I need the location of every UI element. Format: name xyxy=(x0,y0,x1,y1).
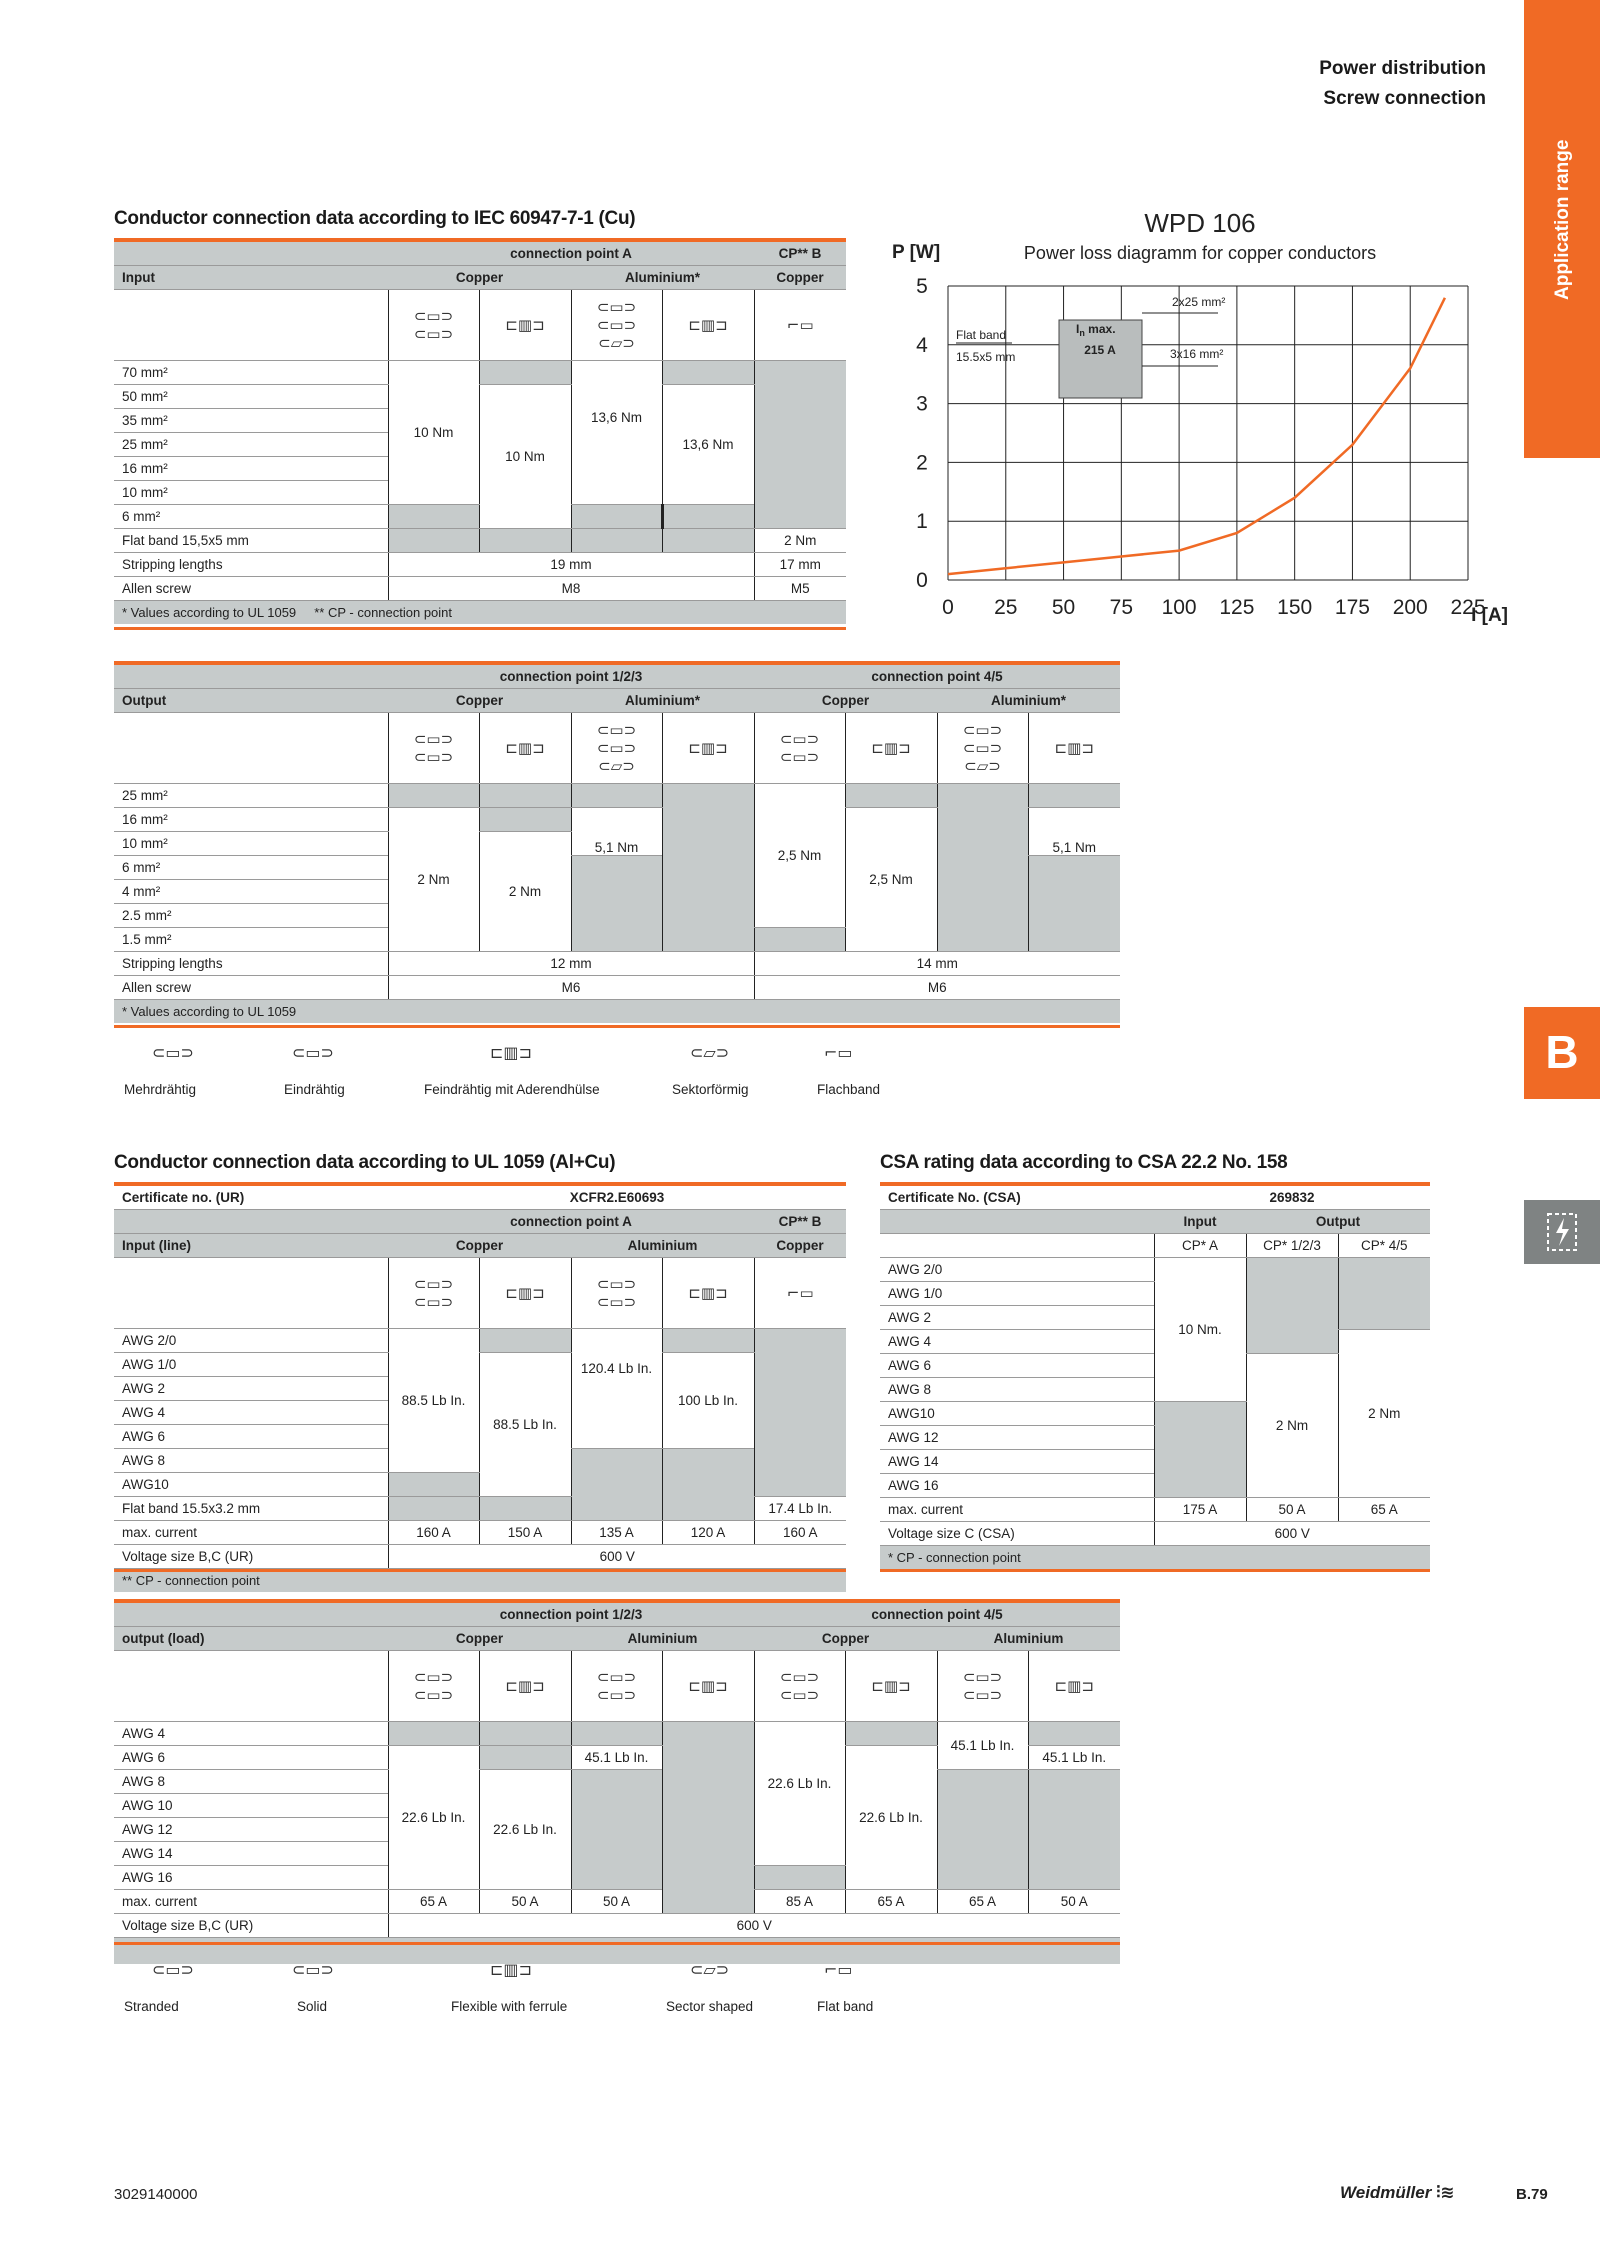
iec-row-16: 16 mm² xyxy=(114,457,388,481)
sector-icon: ⊂▱⊃ xyxy=(690,1043,730,1062)
ul-out-row-8: AWG 8 xyxy=(114,1770,388,1794)
iec-out-cp45-al-ferrule-torque: 5,1 Nm xyxy=(1028,808,1120,856)
flat-band-icon: ⌐▭ xyxy=(786,1284,814,1302)
y-tick-label: 1 xyxy=(916,510,928,534)
x-tick-label: 125 xyxy=(1219,596,1255,619)
ul-out-bottom-bar xyxy=(114,1942,1120,1945)
iec-out-row-4: 4 mm² xyxy=(114,880,388,904)
ul-out-cp123-ferrule-torque: 22.6 Lb In. xyxy=(479,1770,571,1890)
x-tick-label: 200 xyxy=(1392,596,1428,619)
iec-out-al-2: Aluminium* xyxy=(937,689,1120,713)
brand-name: Weidmüller xyxy=(1340,2183,1432,2202)
flat-band-icon: ⌐▭ xyxy=(824,1043,853,1062)
ul-out-row-6: AWG 6 xyxy=(114,1746,388,1770)
stranded-icon: ⊂▭⊃ xyxy=(152,1960,194,1979)
chart-subtitle: Power loss diagramm for copper conductors xyxy=(1023,243,1377,263)
iec-out-allen-b: M6 xyxy=(754,976,1120,1000)
stranded-solid-sector-icon: ⊂▭⊃ ⊂▭⊃ ⊂▱⊃ xyxy=(596,721,637,775)
chart-ylabel: P [W] xyxy=(892,242,941,263)
ul-input-label: Input (line) xyxy=(114,1234,388,1258)
ul-input-table xyxy=(114,1186,846,1592)
legend-en-stranded: Stranded xyxy=(124,1999,179,2014)
ul-out-cp123-cu-torque: 22.6 Lb In. xyxy=(388,1746,479,1890)
section-letter: B xyxy=(1545,1026,1579,1078)
csa-cp45: CP* 4/5 xyxy=(1338,1234,1430,1258)
legend-en-solid: Solid xyxy=(297,1999,328,2014)
legend-en-sector: Sector shaped xyxy=(666,1999,754,2014)
stranded-icon: ⊂▭⊃ ⊂▭⊃ xyxy=(596,1668,637,1704)
ul-copper-b: Copper xyxy=(754,1234,846,1258)
sector-icon: ⊂▱⊃ xyxy=(690,1960,730,1979)
ul-out-cp45: connection point 4/5 xyxy=(754,1603,1120,1627)
csa-cp45-torque: 2 Nm xyxy=(1338,1330,1430,1498)
csa-row-10: AWG10 xyxy=(880,1402,1154,1426)
ul-copper: Copper xyxy=(388,1234,571,1258)
ul-row-2-0: AWG 2/0 xyxy=(114,1329,388,1353)
ul-out-cp45-al-ferrule-torque: 45.1 Lb In. xyxy=(1028,1746,1120,1770)
csa-current-3: 65 A xyxy=(1338,1498,1430,1522)
ul-row-max-current: max. current xyxy=(114,1521,388,1545)
stranded-icon: ⊂▭⊃ ⊂▭⊃ xyxy=(413,730,454,766)
ul-flatband-torque: 17.4 Lb In. xyxy=(754,1497,846,1521)
ul-out-row-16: AWG 16 xyxy=(114,1866,388,1890)
legend-de-solid: Eindrähtig xyxy=(284,1082,345,1097)
conductor-3x16: 3x16 mm² xyxy=(1170,347,1224,361)
power-distribution-icon xyxy=(1524,1200,1600,1264)
iec-out-row-2-5: 2.5 mm² xyxy=(114,904,388,928)
x-tick-label: 50 xyxy=(1051,596,1076,619)
iec-out-cp45: connection point 4/5 xyxy=(754,665,1120,689)
ferrule-icon: ⊏▥⊐ xyxy=(688,739,728,757)
iec-out-cp123: connection point 1/2/3 xyxy=(388,665,754,689)
y-tick-label: 3 xyxy=(916,392,928,416)
ul-cu-stranded-torque: 88.5 Lb In. xyxy=(388,1329,479,1473)
iec-strip-b: 17 mm xyxy=(754,553,846,577)
csa-footnote: * CP - connection point xyxy=(880,1546,1430,1570)
y-tick-label: 2 xyxy=(916,451,928,475)
iec-out-cp45-cu-torque: 2,5 Nm xyxy=(754,784,845,928)
csa-row-4: AWG 4 xyxy=(880,1330,1154,1354)
header-line1: Power distribution xyxy=(1319,58,1486,79)
iec-out-copper-2: Copper xyxy=(754,689,937,713)
iec-input-label: Input xyxy=(114,266,388,290)
ul-current-3: 135 A xyxy=(571,1521,662,1545)
ul-out-row-10: AWG 10 xyxy=(114,1794,388,1818)
imax-label: $I_n$ max. xyxy=(1076,322,1116,338)
ul-out-cp45-cu-torque: 22.6 Lb In. xyxy=(754,1722,845,1866)
iec-out-row-allen: Allen screw xyxy=(114,976,388,1000)
iec-cp-a: connection point A xyxy=(388,242,754,266)
csa-row-1-0: AWG 1/0 xyxy=(880,1282,1154,1306)
ul-current-4: 120 A xyxy=(662,1521,754,1545)
x-tick-label: 0 xyxy=(942,596,954,619)
iec-row-flatband: Flat band 15,5x5 mm xyxy=(114,529,388,553)
ul-al-ferrule-torque: 100 Lb In. xyxy=(662,1353,754,1449)
ul-out-current-6: 65 A xyxy=(937,1890,1028,1914)
iec-row-35: 35 mm² xyxy=(114,409,388,433)
iec-out-row-1-5: 1.5 mm² xyxy=(114,928,388,952)
ul-cp-a: connection point A xyxy=(388,1210,754,1234)
ferrule-icon: ⊏▥⊐ xyxy=(490,1960,532,1979)
ul-row-4: AWG 4 xyxy=(114,1401,388,1425)
iec-row-allen: Allen screw xyxy=(114,577,388,601)
csa-row-16: AWG 16 xyxy=(880,1474,1154,1498)
iec-out-row-stripping: Stripping lengths xyxy=(114,952,388,976)
ul-out-row-max-current: max. current xyxy=(114,1890,388,1914)
ul-aluminium: Aluminium xyxy=(571,1234,754,1258)
flat-band-icon: ⌐▭ xyxy=(824,1960,853,1979)
legend-de-flat-band: Flachband xyxy=(817,1082,881,1097)
imax-value: 215 A xyxy=(1084,343,1116,357)
csa-row-2-0: AWG 2/0 xyxy=(880,1258,1154,1282)
ul-out-cp45-ferrule-torque: 22.6 Lb In. xyxy=(845,1746,937,1890)
iec-copper: Copper xyxy=(388,266,571,290)
csa-row-14: AWG 14 xyxy=(880,1450,1154,1474)
ul-row-10: AWG10 xyxy=(114,1473,388,1497)
ferrule-icon: ⊏▥⊐ xyxy=(505,1677,545,1695)
ul-row-2: AWG 2 xyxy=(114,1377,388,1401)
y-tick-label: 5 xyxy=(916,275,928,298)
iec-al-ferrule-torque: 13,6 Nm xyxy=(662,385,754,505)
iec-out-label: Output xyxy=(114,689,388,713)
ul-out-label: output (load) xyxy=(114,1627,388,1651)
iec-row-70: 70 mm² xyxy=(114,361,388,385)
ul-out-al-1: Aluminium xyxy=(571,1627,754,1651)
iec-strip-a: 19 mm xyxy=(388,553,754,577)
ul-out-row-12: AWG 12 xyxy=(114,1818,388,1842)
ul-out-current-5: 65 A xyxy=(845,1890,937,1914)
iec-out-copper-1: Copper xyxy=(388,689,571,713)
y-tick-label: 4 xyxy=(916,333,928,357)
iec-copper-b: Copper xyxy=(754,266,846,290)
power-icon-tab xyxy=(1524,1200,1600,1264)
iec-aluminium: Aluminium* xyxy=(571,266,754,290)
iec-out-allen-a: M6 xyxy=(388,976,754,1000)
chart-y-ticks xyxy=(916,275,928,592)
csa-cp123: CP* 1/2/3 xyxy=(1246,1234,1338,1258)
ul-footnote: ** CP - connection point xyxy=(114,1569,846,1593)
ul-title: Conductor connection data according to UL 1059 (Al+Cu) xyxy=(114,1152,616,1173)
iec-allen-a: M8 xyxy=(388,577,754,601)
iec-out-row-16: 16 mm² xyxy=(114,808,388,832)
chart-title: WPD 106 xyxy=(1144,208,1256,238)
application-range-tab xyxy=(1524,0,1600,458)
x-tick-label: 150 xyxy=(1277,596,1313,619)
x-tick-label: 225 xyxy=(1450,596,1486,619)
ul-voltage: 600 V xyxy=(388,1545,846,1569)
csa-table xyxy=(880,1186,1430,1569)
power-loss-curve xyxy=(948,298,1445,574)
chart-xlabel: I [A] xyxy=(1471,605,1508,626)
stranded-icon: ⊂▭⊃ ⊂▭⊃ xyxy=(779,730,820,766)
ul-out-row-voltage: Voltage size B,C (UR) xyxy=(114,1914,388,1938)
ul-out-current-4: 85 A xyxy=(754,1890,845,1914)
y-tick-label: 0 xyxy=(916,569,928,592)
chart-grid xyxy=(948,286,1468,580)
csa-current-2: 50 A xyxy=(1246,1498,1338,1522)
application-range-label: Application range xyxy=(1552,139,1573,300)
ferrule-icon: ⊏▥⊐ xyxy=(871,739,911,757)
flat-band-label: Flat band xyxy=(956,328,1007,342)
csa-input: Input xyxy=(1154,1210,1246,1234)
iec-out-cp123-al-torque: 5,1 Nm xyxy=(571,808,662,856)
csa-cp123-torque: 2 Nm xyxy=(1246,1354,1338,1498)
iec-title: Conductor connection data according to IEC 60947-7-1 (Cu) xyxy=(114,208,636,229)
header-line2: Screw connection xyxy=(1323,88,1486,109)
iec-input-table xyxy=(114,242,846,624)
ul-cp-b: CP** B xyxy=(754,1210,846,1234)
brand-logo xyxy=(1340,2183,1455,2203)
ferrule-icon: ⊏▥⊐ xyxy=(688,1284,728,1302)
iec-out-row-10: 10 mm² xyxy=(114,832,388,856)
ferrule-icon: ⊏▥⊐ xyxy=(871,1677,911,1695)
iec-out-strip-a: 12 mm xyxy=(388,952,754,976)
iec-bottom-bar xyxy=(114,627,846,630)
csa-row-2: AWG 2 xyxy=(880,1306,1154,1330)
ul-out-voltage: 600 V xyxy=(388,1914,1120,1938)
stranded-icon: ⊂▭⊃ ⊂▭⊃ xyxy=(413,1275,454,1311)
ul-row-1-0: AWG 1/0 xyxy=(114,1353,388,1377)
stranded-icon: ⊂▭⊃ ⊂▭⊃ xyxy=(413,1668,454,1704)
iec-row-stripping: Stripping lengths xyxy=(114,553,388,577)
iec-al-stranded-torque: 13,6 Nm xyxy=(571,361,662,505)
page-number: B.79 xyxy=(1516,2186,1548,2203)
legend-en-ferrule: Flexible with ferrule xyxy=(451,1999,568,2014)
ul-current-1: 160 A xyxy=(388,1521,479,1545)
x-tick-label: 100 xyxy=(1161,596,1197,619)
csa-row-max-current: max. current xyxy=(880,1498,1154,1522)
ul-out-copper-2: Copper xyxy=(754,1627,937,1651)
csa-cert-value: 269832 xyxy=(1154,1186,1430,1210)
iec-row-50: 50 mm² xyxy=(114,385,388,409)
iec-flatband-torque: 2 Nm xyxy=(754,529,846,553)
iec-out-al-1: Aluminium* xyxy=(571,689,754,713)
stranded-solid-sector-icon: ⊂▭⊃ ⊂▭⊃ ⊂▱⊃ xyxy=(596,298,637,352)
iec-out-footnote: * Values according to UL 1059 xyxy=(114,1000,1120,1024)
power-loss-chart xyxy=(880,200,1520,630)
ul-out-row-4: AWG 4 xyxy=(114,1722,388,1746)
ul-out-current-1: 65 A xyxy=(388,1890,479,1914)
ul-cu-ferrule-torque: 88.5 Lb In. xyxy=(479,1353,571,1497)
ferrule-icon: ⊏▥⊐ xyxy=(505,1284,545,1302)
ul-row-flatband: Flat band 15.5x3.2 mm xyxy=(114,1497,388,1521)
csa-row-6: AWG 6 xyxy=(880,1354,1154,1378)
ferrule-icon: ⊏▥⊐ xyxy=(1054,739,1094,757)
ferrule-icon: ⊏▥⊐ xyxy=(688,316,728,334)
iec-cu-stranded-torque: 10 Nm xyxy=(388,361,479,505)
iec-output-table xyxy=(114,665,1120,1023)
x-tick-label: 75 xyxy=(1109,596,1134,619)
ul-out-copper-1: Copper xyxy=(388,1627,571,1651)
ul-row-voltage: Voltage size B,C (UR) xyxy=(114,1545,388,1569)
x-tick-label: 25 xyxy=(994,596,1018,619)
legend-de-stranded: Mehrdrähtig xyxy=(124,1082,197,1097)
brand-mark-icon: ⫶≋ xyxy=(1436,2183,1455,2203)
ul-out-cp45-al-torque: 45.1 Lb In. xyxy=(937,1722,1028,1770)
legend-de-ferrule: Feindrähtig mit Aderendhülse xyxy=(424,1082,600,1097)
csa-current-1: 175 A xyxy=(1154,1498,1246,1522)
ferrule-icon: ⊏▥⊐ xyxy=(1054,1677,1094,1695)
legend-de-sector: Sektorförmig xyxy=(672,1082,749,1097)
flat-band-icon: ⌐▭ xyxy=(786,316,814,334)
csa-cpa: CP* A xyxy=(1154,1234,1246,1258)
csa-bottom-bar xyxy=(880,1569,1430,1572)
ferrule-icon: ⊏▥⊐ xyxy=(505,316,545,334)
csa-voltage: 600 V xyxy=(1154,1522,1430,1546)
ul-out-current-7: 50 A xyxy=(1028,1890,1120,1914)
iec-out-bottom-bar xyxy=(114,1025,1120,1028)
conductor-2x25: 2x25 mm² xyxy=(1172,295,1226,309)
csa-output: Output xyxy=(1246,1210,1430,1234)
ul-output-table xyxy=(114,1603,1120,1964)
iec-row-6: 6 mm² xyxy=(114,505,388,529)
ferrule-icon: ⊏▥⊐ xyxy=(505,739,545,757)
ul-cert-label: Certificate no. (UR) xyxy=(114,1186,388,1210)
ul-al-stranded-torque: 120.4 Lb In. xyxy=(571,1329,662,1449)
ul-out-cp123-al-torque: 45.1 Lb In. xyxy=(571,1746,662,1770)
ferrule-icon: ⊏▥⊐ xyxy=(490,1043,532,1062)
ul-out-cp123: connection point 1/2/3 xyxy=(388,1603,754,1627)
solid-icon: ⊂▭⊃ xyxy=(292,1043,334,1062)
solid-icon: ⊂▭⊃ xyxy=(292,1960,334,1979)
ferrule-icon: ⊏▥⊐ xyxy=(688,1677,728,1695)
chart-x-ticks xyxy=(942,596,1485,619)
csa-row-8: AWG 8 xyxy=(880,1378,1154,1402)
stranded-solid-sector-icon: ⊂▭⊃ ⊂▭⊃ ⊂▱⊃ xyxy=(962,721,1003,775)
legend-en-flat-band: Flat band xyxy=(817,1999,874,2014)
stranded-icon: ⊂▭⊃ ⊂▭⊃ xyxy=(596,1275,637,1311)
ul-out-al-2: Aluminium xyxy=(937,1627,1120,1651)
csa-row-12: AWG 12 xyxy=(880,1426,1154,1450)
ul-out-current-2: 50 A xyxy=(479,1890,571,1914)
iec-row-25: 25 mm² xyxy=(114,433,388,457)
csa-title: CSA rating data according to CSA 22.2 No. 158 xyxy=(880,1152,1288,1173)
iec-allen-b: M5 xyxy=(754,577,846,601)
section-tab xyxy=(1524,1007,1600,1099)
csa-cert-label: Certificate No. (CSA) xyxy=(880,1186,1154,1210)
ul-row-8: AWG 8 xyxy=(114,1449,388,1473)
csa-input-torque: 10 Nm. xyxy=(1154,1258,1246,1402)
iec-out-cp123-ferrule-torque: 2 Nm xyxy=(479,832,571,952)
ul-current-5: 160 A xyxy=(754,1521,846,1545)
ul-row-6: AWG 6 xyxy=(114,1425,388,1449)
stranded-icon: ⊂▭⊃ ⊂▭⊃ xyxy=(779,1668,820,1704)
iec-out-row-6: 6 mm² xyxy=(114,856,388,880)
ul-cert-value: XCFR2.E60693 xyxy=(388,1186,846,1210)
ul-out-row-14: AWG 14 xyxy=(114,1842,388,1866)
csa-row-voltage: Voltage size C (CSA) xyxy=(880,1522,1154,1546)
iec-out-row-25: 25 mm² xyxy=(114,784,388,808)
flat-band-size: 15.5x5 mm xyxy=(956,350,1016,364)
iec-row-10: 10 mm² xyxy=(114,481,388,505)
iec-cp-b: CP** B xyxy=(754,242,846,266)
ul-current-2: 150 A xyxy=(479,1521,571,1545)
article-number: 3029140000 xyxy=(114,2186,198,2203)
stranded-icon: ⊂▭⊃ ⊂▭⊃ xyxy=(413,307,454,343)
x-tick-label: 175 xyxy=(1334,596,1370,619)
ul-bottom-bar xyxy=(114,1569,846,1572)
stranded-icon: ⊂▭⊃ ⊂▭⊃ xyxy=(962,1668,1003,1704)
iec-out-cp123-cu-torque: 2 Nm xyxy=(388,808,479,952)
stranded-icon: ⊂▭⊃ xyxy=(152,1043,194,1062)
iec-footnote: * Values according to UL 1059 ** CP - connection point xyxy=(114,601,846,625)
iec-cu-ferrule-torque: 10 Nm xyxy=(479,385,571,529)
ul-out-current-3: 50 A xyxy=(571,1890,662,1914)
iec-out-cp45-ferrule-torque: 2,5 Nm xyxy=(845,808,937,952)
iec-out-strip-b: 14 mm xyxy=(754,952,1120,976)
